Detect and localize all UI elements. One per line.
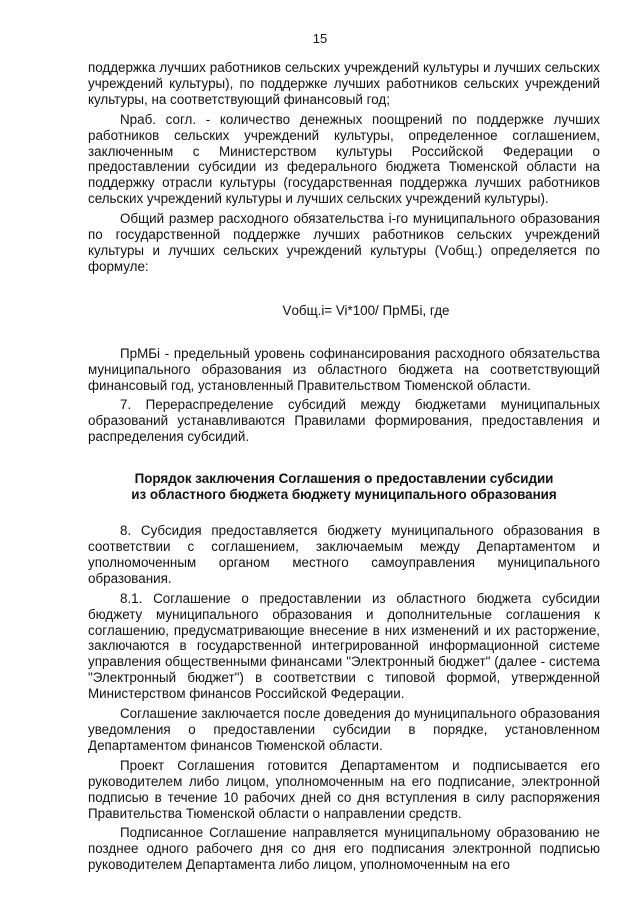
document-body — [88, 60, 600, 873]
paragraph: Nраб. согл. - количество денежных поощрений по поддержке лучших работников сельских учреждений культуры, определенное соглашением, заключенным с Министерством культуры Российской Федерации о предоставлении субсидии из федерального бюджета Тюменской области на поддержку отрасли культуры (государственная поддержка лучших работников сельских учреждений культуры и лучших сельских учреждений культуры). — [88, 111, 600, 207]
paragraph: поддержка лучших работников сельских учреждений культуры и лучших сельских учреждений культуры), по поддержке лучших работников сельских учреждений культуры, на соответствующий финансовый год; — [88, 60, 600, 107]
paragraph: Соглашение заключается после доведения до муниципального образования уведомления о предоставлении субсидии в порядке, установленном Департаментом финансов Тюменской области. — [88, 706, 600, 753]
paragraph: 8. Субсидия предоставляется бюджету муниципального образования в соответствии с соглашением, заключаемым между Департаментом и уполномоченным органом местного самоуправления муниципального образования. — [88, 523, 600, 586]
paragraph: Проект Соглашения готовится Департаментом и подписывается его руководителем либо лицом, уполномоченным на его подписание, электронной подписью в течение 10 рабочих дней со дня вступления в силу распоряжения Правительства Тюменской области о направлении средств. — [88, 757, 600, 821]
section-title-line: Порядок заключения Соглашения о предоставлении субсидии — [134, 471, 554, 487]
paragraph: Общий размер расходного обязательства i-го муниципального образования по государственной поддержке лучших работников сельских учреждений культуры и лучших сельских учреждений культуры (Vобщ.) определяется по формуле: — [88, 211, 600, 274]
section-title — [88, 471, 600, 503]
formula: Vобщ.i= Vi*100/ ПрМБi, где — [282, 302, 450, 318]
paragraph: Подписанное Соглашение направляется муниципальному образованию не позднее одного рабочего дня со дня его подписания электронной подписью руководителем Департамента либо лицом, уполномоченным на его — [88, 825, 600, 873]
paragraph: 8.1. Соглашение о предоставлении из областного бюджета субсидии бюджету муниципального образования и дополнительные соглашения к соглашению, предусматривающие внесение в них изменений и их расторжение, заключаются в государственной интегрированной информационной системе управления общественными финансами "Электронный бюджет" (далее - система "Электронный бюджет") в соответствии с типовой формой, утвержденной Министерством финансов Российской Федерации. — [88, 590, 600, 702]
page-number: 15 — [312, 31, 328, 46]
section-title-line: из областного бюджета бюджету муниципального образования — [131, 487, 557, 503]
paragraph: ПрМБi - предельный уровень софинансирования расходного обязательства муниципального образования из областного бюджета на соответствующий финансовый год, установленный Правительством Тюменской области. — [88, 345, 600, 393]
paragraph: 7. Перераспределение субсидий между бюджетами муниципальных образований устанавливаются Правилами формирования, предоставления и распределения субсидий. — [88, 397, 600, 445]
